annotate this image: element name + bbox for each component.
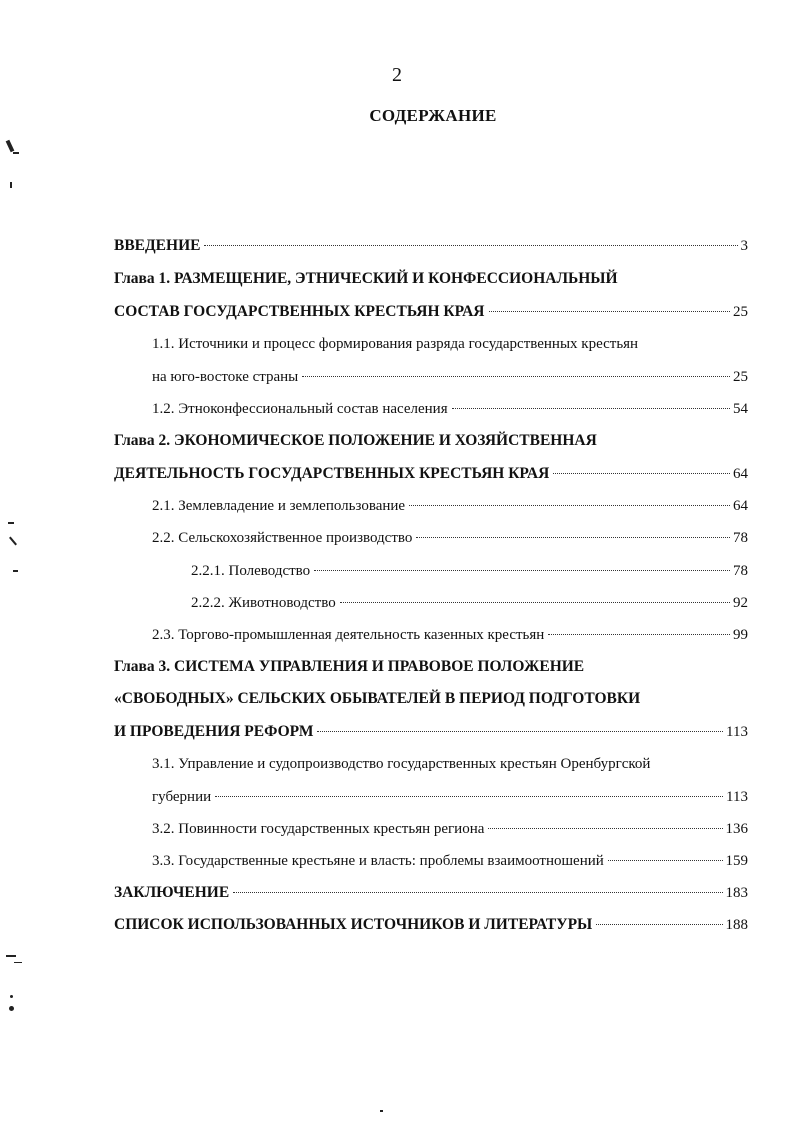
toc-entry-text: «СВОБОДНЫХ» СЕЛЬСКИХ ОБЫВАТЕЛЕЙ В ПЕРИОД ПОДГОТОВКИ: [114, 690, 641, 707]
toc-page-number: 25: [733, 304, 748, 320]
toc-page-number: 113: [726, 724, 748, 740]
dot-leader: [548, 633, 730, 635]
dot-leader: [608, 859, 723, 861]
toc-entry-text: ДЕЯТЕЛЬНОСТЬ ГОСУДАРСТВЕННЫХ КРЕСТЬЯН КРАЯ: [114, 465, 550, 482]
toc-entry-text: 2.2. Сельскохозяйственное производство: [152, 530, 413, 546]
scan-speck: [6, 955, 16, 957]
toc-page-number: 99: [733, 627, 748, 643]
dot-leader: [596, 923, 722, 925]
toc-entry-section-2-3[interactable]: [152, 623, 748, 647]
toc-entry-chapter-2[interactable]: [114, 462, 748, 486]
toc-entry-text: 2.2.2. Животноводство: [191, 595, 336, 611]
toc-entry-section-1-1-line-1[interactable]: [152, 332, 748, 356]
toc-page-number: 78: [733, 530, 748, 546]
dot-leader: [452, 407, 730, 409]
toc-entry-text: 1.1. Источники и процесс формирования разряда государственных крестьян: [152, 336, 639, 352]
toc-page-number: 183: [725, 885, 748, 901]
toc-entry-text: 1.2. Этноконфессиональный состав населения: [152, 401, 448, 417]
toc-page-number: 92: [733, 595, 748, 611]
scan-speck: [14, 962, 22, 963]
dot-leader: [314, 569, 730, 571]
dot-leader: [340, 601, 730, 603]
scan-speck: [9, 537, 17, 546]
scan-speck: [8, 522, 14, 524]
toc-entry-chapter-2-line-1[interactable]: [114, 429, 748, 453]
toc-entry-text: губернии: [152, 789, 212, 805]
scan-speck: [6, 140, 15, 153]
toc-entry-section-3-2[interactable]: [152, 817, 748, 841]
toc-page-number: 188: [725, 917, 748, 933]
dot-leader: [488, 827, 722, 829]
scan-speck: [10, 995, 13, 998]
toc-entry-section-3-1-line-1[interactable]: [152, 752, 748, 776]
toc-entry-text: 3.1. Управление и судопроизводство государственных крестьян Оренбургской: [152, 756, 651, 772]
page-title: СОДЕРЖАНИЕ: [369, 106, 497, 125]
toc-entry-text: ЗАКЛЮЧЕНИЕ: [114, 884, 230, 901]
dot-leader: [302, 375, 730, 377]
toc-entry-text: СОСТАВ ГОСУДАРСТВЕННЫХ КРЕСТЬЯН КРАЯ: [114, 303, 485, 320]
toc-entry-section-2-2[interactable]: [152, 526, 748, 550]
toc-page-number: 113: [726, 789, 748, 805]
dot-leader: [215, 795, 723, 797]
toc-entry-sources[interactable]: [114, 913, 748, 937]
toc-entry-text: ВВЕДЕНИЕ: [114, 237, 201, 254]
toc-entry-section-3-3[interactable]: [152, 849, 748, 873]
toc-entry-section-1-1[interactable]: [152, 365, 748, 389]
toc-page-number: 54: [733, 401, 748, 417]
toc-entry-text: 2.2.1. Полеводство: [191, 563, 311, 579]
toc-entry-chapter-1[interactable]: [114, 300, 748, 324]
toc-entry-chapter-1-line-1[interactable]: [114, 267, 748, 291]
dot-leader: [204, 244, 737, 246]
toc-page-number: 64: [733, 498, 748, 514]
scan-speck: [380, 1110, 383, 1112]
toc-entry-section-2-1[interactable]: [152, 494, 748, 518]
toc-page-number: 78: [733, 563, 748, 579]
toc-entry-text: Глава 3. СИСТЕМА УПРАВЛЕНИЯ И ПРАВОВОЕ ПОЛОЖЕНИЕ: [114, 658, 585, 675]
dot-leader: [416, 536, 730, 538]
toc-entry-text: 2.3. Торгово-промышленная деятельность казенных крестьян: [152, 627, 545, 643]
toc-entry-chapter-3-line-2[interactable]: [114, 687, 748, 711]
toc-entry-text: 3.2. Повинности государственных крестьян региона: [152, 821, 485, 837]
scan-speck: [10, 182, 12, 188]
toc-entry-text: Глава 1. РАЗМЕЩЕНИЕ, ЭТНИЧЕСКИЙ И КОНФЕССИОНАЛЬНЫЙ: [114, 270, 618, 287]
toc-entry-chapter-3[interactable]: [114, 720, 748, 744]
page-number: 2: [392, 64, 402, 86]
toc-page-number: 3: [740, 238, 748, 254]
dot-leader: [489, 310, 731, 312]
toc-entry-conclusion[interactable]: [114, 881, 748, 905]
dot-leader: [233, 891, 722, 893]
dot-leader: [317, 730, 723, 732]
toc-page-number: 25: [733, 369, 748, 385]
scan-speck: [9, 1006, 14, 1011]
toc-entry-chapter-3-line-1[interactable]: [114, 655, 748, 679]
toc-entry-text: 2.1. Землевладение и землепользование: [152, 498, 406, 514]
toc-page-number: 159: [725, 853, 748, 869]
toc-entry-text: Глава 2. ЭКОНОМИЧЕСКОЕ ПОЛОЖЕНИЕ И ХОЗЯЙСТВЕННАЯ: [114, 432, 597, 449]
dot-leader: [553, 472, 730, 474]
toc-entry-section-2-2-1[interactable]: [191, 559, 748, 583]
scan-speck: [13, 570, 18, 572]
toc-entry-section-1-2[interactable]: [152, 397, 748, 421]
dot-leader: [409, 504, 730, 506]
toc-entry-introduction[interactable]: [114, 234, 748, 258]
toc-entry-section-2-2-2[interactable]: [191, 591, 748, 615]
scan-speck: [13, 152, 19, 154]
toc-entry-section-3-1[interactable]: [152, 785, 748, 809]
toc-entry-text: СПИСОК ИСПОЛЬЗОВАННЫХ ИСТОЧНИКОВ И ЛИТЕРАТУРЫ: [114, 916, 593, 933]
toc-entry-text: на юго-востоке страны: [152, 369, 299, 385]
toc-entry-text: И ПРОВЕДЕНИЯ РЕФОРМ: [114, 723, 314, 740]
toc-page-number: 136: [725, 821, 748, 837]
toc-page-number: 64: [733, 466, 748, 482]
toc-entry-text: 3.3. Государственные крестьяне и власть: проблемы взаимоотношений: [152, 853, 604, 869]
